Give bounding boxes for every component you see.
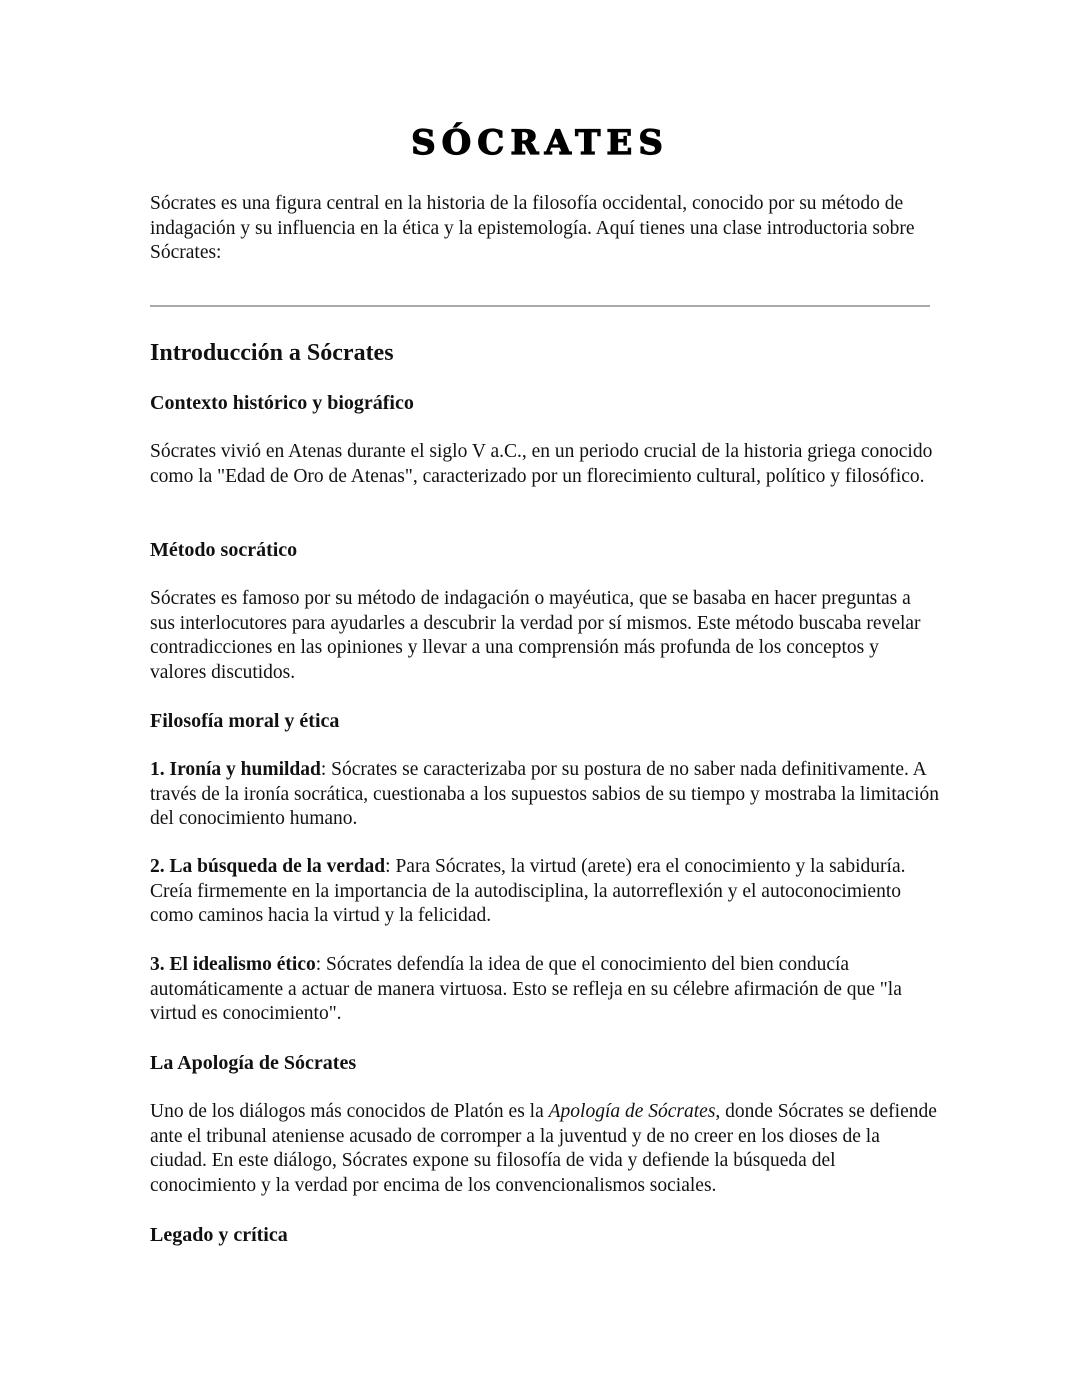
context-paragraph: Sócrates vivió en Atenas durante el siglo V a.C., en un periodo crucial de la historia griega conocido como la "Edad de Oro de Atenas", caracterizado por un florecimiento cultural, político y filosófico. [150,441,933,487]
context-heading: Contexto histórico y biográfico [150,392,414,414]
section-heading: Introducción a Sócrates [150,340,394,366]
ethics-item-text: : Sócrates se caracterizaba por su postura de no saber nada definitivamente. A través de la ironía socrática, cuestionaba a los supuestos sabios de su tiempo y mostraba la limitación del conocimiento humano. [150,759,939,829]
legacy-heading: Legado y crítica [150,1224,288,1246]
apology-text-after: , donde Sócrates se defiende ante el tribunal ateniense acusado de corromper a la juventud y de no creer en los dioses de la ciudad. En este diálogo, Sócrates expone su filosofía de vida y defiende la búsqueda del conocimiento y la verdad por encima de los convencionalismos sociales. [150,1101,937,1196]
ethics-item-label: 3. El idealismo ético [150,954,316,975]
apology-heading: La Apología de Sócrates [150,1052,357,1074]
ethics-item-label: 1. Ironía y humildad [150,759,321,780]
intro-paragraph: Sócrates es una figura central en la historia de la filosofía occidental, conocido por su método de indagación y su influencia en la ética y la epistemología. Aquí tienes una clase introductoria sobre Sócrates: [150,193,915,263]
method-paragraph: Sócrates es famoso por su método de indagación o mayéutica, que se basaba en hacer preguntas a sus interlocutores para ayudarles a descubrir la verdad por sí mismos. Este método buscaba revelar contradicciones en las opiniones y llevar a una comprensión más profunda de los conceptos y valores discutidos. [150,588,921,683]
ethics-item [150,855,940,929]
apology-italic-title: Apología de Sócrates [548,1101,716,1122]
ethics-item [150,758,940,832]
ethics-item-text: : Sócrates defendía la idea de que el conocimiento del bien conducía automáticamente a actuar de manera virtuosa. Esto se refleja en su célebre afirmación de que "la virtud es conocimiento". [150,954,902,1024]
horizontal-divider [150,305,930,307]
ethics-item [150,953,940,1027]
ethics-item-text: : Para Sócrates, la virtud (arete) era el conocimiento y la sabiduría. Creía firmemente en la importancia de la autodisciplina, la autorreflexión y el autoconocimiento como caminos hacia la virtud y la felicidad. [150,856,906,926]
apology-text-before: Uno de los diálogos más conocidos de Platón es la [150,1101,549,1122]
ethics-heading: Filosofía moral y ética [150,710,340,732]
apology-paragraph [150,1100,940,1198]
document-title: SÓCRATES [411,123,669,163]
ethics-item-label: 2. La búsqueda de la verdad [150,856,386,877]
method-heading: Método socrático [150,539,298,561]
